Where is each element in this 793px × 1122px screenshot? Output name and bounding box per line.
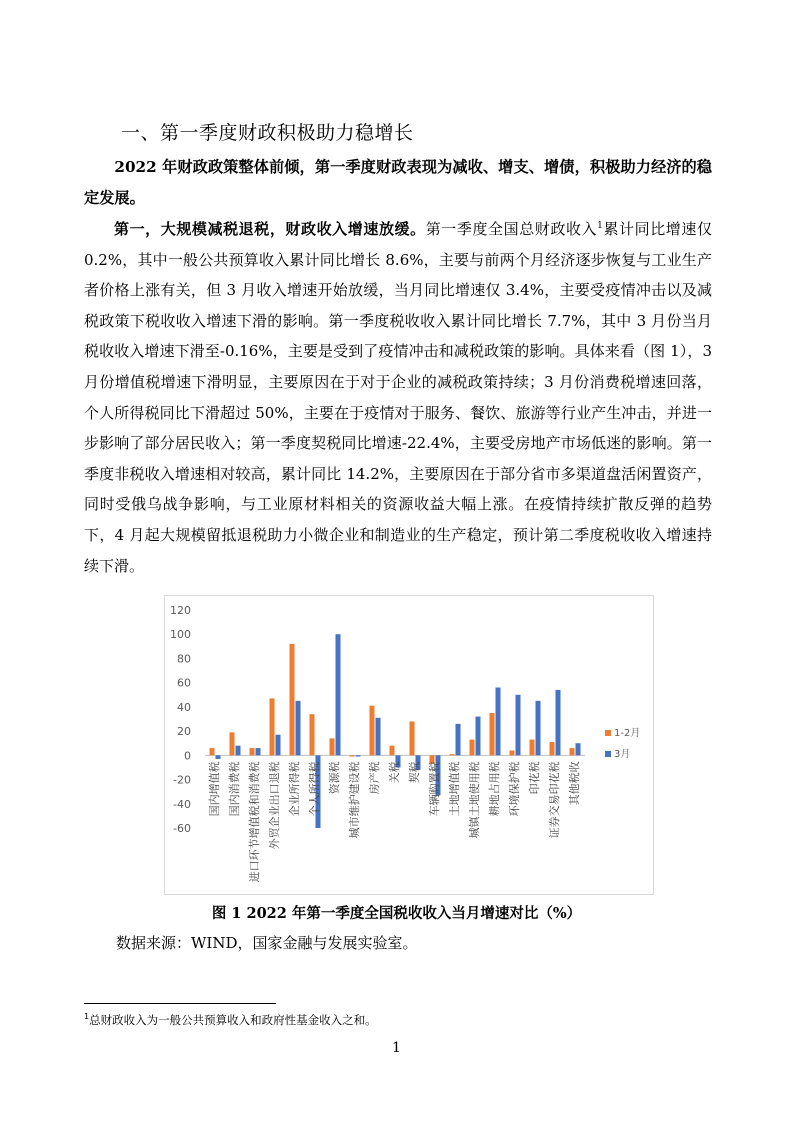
y-tick-label: 40 (177, 700, 191, 714)
figure-caption: 图 1 2022 年第一季度全国税收收入当月增速对比（%） (211, 905, 582, 922)
bar-march-14 (476, 717, 481, 756)
bar-jan-feb-4 (270, 698, 275, 755)
footnote-text: 总财政收入为一般公共预算收入和政府性基金收入之和。 (89, 1013, 377, 1027)
bar-jan-feb-17 (530, 740, 535, 756)
bar-march-17 (536, 701, 541, 756)
bar-jan-feb-1 (210, 748, 215, 755)
bar-march-7 (336, 634, 341, 755)
category-label: 国内消费税 (228, 761, 241, 817)
category-label: 外贸企业出口退税 (268, 761, 281, 850)
bar-march-18 (556, 690, 561, 755)
section-heading: 一、第一季度财政积极助力稳增长 (121, 122, 414, 144)
page-number: 1 (392, 1040, 401, 1056)
bar-march-5 (296, 701, 301, 756)
legend-label: 3月 (614, 749, 631, 760)
category-label: 车辆购置税 (428, 761, 441, 817)
bar-jan-feb-19 (570, 748, 575, 755)
category-label: 土地增值税 (448, 761, 461, 817)
paragraph-text-a: 第一季度全国总财政收入 (425, 220, 598, 238)
footnote (84, 1012, 377, 1028)
y-tick-label: 80 (177, 652, 191, 666)
category-label: 进口环节增值税和消费税 (248, 761, 261, 883)
bar-march-9 (376, 718, 381, 756)
data-source: 数据来源：WIND，国家金融与发展实验室。 (116, 934, 418, 952)
category-label: 印花税 (528, 761, 541, 795)
paragraph-summary: 2022 年财政政策整体前倾，第一季度财政表现为减收、增支、增债，积极助力经济的稳定发展。 (84, 158, 712, 207)
category-label: 个人所得税 (308, 761, 321, 817)
y-tick-label: 20 (177, 725, 191, 739)
bar-jan-feb-2 (230, 732, 235, 755)
bar-jan-feb-10 (390, 746, 395, 756)
footnote-reference[interactable]: 1 (597, 221, 603, 231)
category-label: 城镇土地使用税 (468, 761, 481, 839)
bar-jan-feb-13 (450, 754, 455, 755)
y-tick-label: 60 (177, 676, 191, 690)
y-tick-label: 100 (170, 628, 191, 642)
category-label: 关税 (388, 761, 401, 784)
category-label: 环境保护税 (508, 761, 521, 817)
y-tick-label: -40 (173, 797, 191, 811)
y-tick-label: -20 (173, 773, 191, 787)
footnote-rule (84, 1003, 276, 1004)
y-tick-label: 120 (170, 604, 191, 617)
bar-march-3 (256, 748, 261, 755)
bar-jan-feb-3 (250, 748, 255, 755)
bar-march-8 (356, 755, 361, 756)
bar-jan-feb-16 (510, 750, 515, 755)
legend-swatch (605, 751, 611, 757)
bar-march-4 (276, 735, 281, 756)
legend-swatch (605, 730, 611, 736)
bar-jan-feb-6 (310, 714, 315, 755)
bar-march-19 (576, 743, 581, 755)
y-tick-label: 0 (184, 749, 191, 763)
paragraph-text-b: 累计同比增速仅 0.2%，其中一般公共预算收入累计同比增长 8.6%，主要与前两个月经济逐步恢复与工业生产者价格上涨有关，但 3 月收入增速开始放缓，当月同比增速仅 3.4%，主要受疫情冲击以及减税政策下税收收入增速下滑的影响。第一季度税收收入累计同比增长 7.7%，其中 3 月份当月税收收入增速下滑至-0.16%，主要是受到了疫情冲击和减税政策的影响。具体来看（图 1），3 月份增值税增速下滑明显，主要原因在于对于企业的减税政策持续；3 月份消费税增速回落，个人所得税同比下滑超过 50%，主要在于疫情对于服务、餐饮、旅游等行业产生冲击，并进一步影响了部分居民收入；第一季度契税同比增速-22.4%，主要受房地产市场低迷的影响。第一季度非税收入增速相对较高，累计同比 14.2%，主要原因在于部分省市多渠道盘活闲置资产，同时受俄乌战争影响，与工业原材料相关的资源收益大幅上涨。在疫情持续扩散反弹的趋势下，4 月起大规模留抵退税助力小微企业和制造业的生产稳定，预计第二季度税收收入增速持续下滑。 (84, 220, 712, 575)
bar-march-1 (216, 755, 221, 759)
category-label: 企业所得税 (288, 761, 301, 817)
paragraph-revenue (84, 214, 712, 581)
category-label: 其他税收 (568, 761, 581, 806)
bar-march-16 (516, 695, 521, 756)
bar-jan-feb-14 (470, 740, 475, 756)
bar-jan-feb-8 (350, 755, 355, 756)
category-label: 城市维护建设税 (348, 761, 361, 839)
category-label: 国内增值税 (208, 761, 221, 817)
chart-frame (164, 595, 654, 895)
bar-march-13 (456, 724, 461, 755)
bar-march-2 (236, 746, 241, 756)
category-label: 证券交易印花税 (548, 761, 561, 839)
category-label: 契税 (408, 761, 421, 784)
tax-growth-chart (165, 596, 655, 896)
bar-jan-feb-5 (290, 644, 295, 755)
bar-march-15 (496, 688, 501, 756)
y-tick-label: -60 (173, 822, 191, 835)
bar-jan-feb-11 (410, 721, 415, 755)
bar-jan-feb-18 (550, 742, 555, 755)
footnote-number: 1 (84, 1012, 90, 1022)
bar-jan-feb-9 (370, 706, 375, 756)
bar-jan-feb-15 (490, 713, 495, 755)
category-label: 房产税 (368, 761, 381, 795)
paragraph-lead: 第一，大规模减税退税，财政收入增速放缓。 (114, 220, 426, 238)
bar-jan-feb-7 (330, 738, 335, 755)
category-label: 耕地占用税 (488, 761, 501, 817)
legend-label: 1-2月 (614, 728, 641, 739)
category-label: 资源税 (328, 761, 341, 795)
